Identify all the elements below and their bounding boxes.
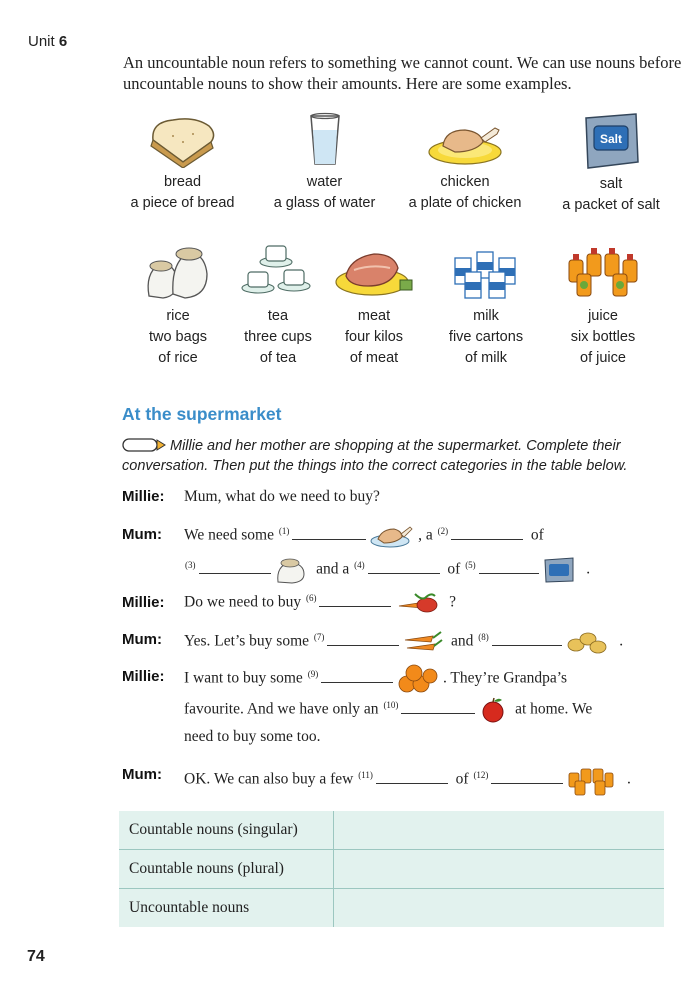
- dialogue-line: [184, 556, 590, 584]
- answer-blank-10[interactable]: [401, 701, 475, 714]
- blank-number: (2): [437, 525, 449, 536]
- dialogue-line: Mum, what do we need to buy?: [184, 488, 380, 505]
- speaker-millie: Millie:: [122, 488, 165, 505]
- tea-cups-icon: [238, 240, 318, 302]
- blank-number: (7): [313, 631, 325, 642]
- line-text: .: [586, 560, 591, 578]
- answer-blank-7[interactable]: [327, 633, 399, 646]
- food-item-milk: [436, 240, 536, 369]
- food-item-juice: [556, 240, 650, 369]
- categories-table: [119, 811, 664, 927]
- answer-blank-5[interactable]: [479, 561, 539, 574]
- instruction-text: Millie and her mother are shopping at the supermarket. Complete their conversation. Then put the things into the correct categories in the table below.: [122, 438, 628, 474]
- table-row-label: Countable nouns (plural): [129, 860, 284, 877]
- food-item-bread: [120, 112, 245, 214]
- food-phrase: three cups: [244, 329, 312, 345]
- blank-number: (9): [307, 668, 319, 679]
- blank-number: (5): [465, 559, 476, 570]
- food-item-chicken: [400, 112, 530, 214]
- food-phrase: of tea: [259, 350, 297, 366]
- dialogue-line: [184, 629, 623, 655]
- section-title: At the supermarket: [122, 404, 282, 424]
- food-item-water: [262, 112, 387, 214]
- apple-icon: [479, 696, 507, 724]
- salt-packet-icon: [543, 557, 575, 583]
- unit-number: 6: [58, 33, 68, 50]
- food-phrase: four kilos: [344, 329, 404, 345]
- milk-cartons-icon: [449, 240, 523, 302]
- food-phrase: a packet of salt: [562, 197, 660, 213]
- food-name: meat: [357, 308, 391, 324]
- food-phrase: of juice: [580, 350, 626, 366]
- food-item-meat: [326, 240, 422, 369]
- answer-blank-12[interactable]: [491, 771, 563, 784]
- blank-number: (8): [478, 631, 489, 642]
- food-item-tea: [230, 240, 326, 369]
- food-item-rice: [128, 240, 228, 369]
- speaker-mum: Mum:: [122, 766, 162, 783]
- line-text: and: [451, 632, 474, 650]
- line-text: OK. We can also buy a few: [184, 770, 354, 788]
- answer-blank-6[interactable]: [319, 594, 391, 607]
- line-text: favourite. And we have only an: [184, 700, 379, 718]
- line-text: Do we need to buy: [184, 593, 302, 611]
- blank-number: (4): [354, 559, 365, 570]
- blank-number: (6): [305, 592, 317, 603]
- blank-number: (1): [278, 525, 290, 536]
- glass-of-water-icon: [305, 112, 345, 168]
- salt-packet-icon: [580, 112, 642, 170]
- food-name: juice: [588, 308, 618, 324]
- intro-paragraph: An uncountable noun refers to something we cannot count. We can use nouns before uncountable nouns to show their amounts. Here are some examples.: [123, 53, 682, 93]
- food-name: milk: [473, 308, 499, 324]
- meat-plate-icon: [332, 240, 416, 302]
- table-row-label: Countable nouns (singular): [129, 821, 298, 838]
- dialogue-line: [184, 763, 631, 797]
- line-text: .: [619, 632, 624, 650]
- food-phrase: a plate of chicken: [408, 195, 522, 211]
- speaker-mum: Mum:: [122, 631, 162, 648]
- pencil-icon: [122, 437, 166, 453]
- svg-text:Salt: Salt: [599, 132, 623, 146]
- food-phrase: a glass of water: [273, 195, 376, 211]
- answer-blank-1[interactable]: [292, 527, 366, 540]
- dialogue-line: need to buy some too.: [184, 728, 321, 745]
- line-text: of: [530, 526, 544, 544]
- food-name: chicken: [440, 174, 490, 190]
- juice-bottles-icon: [567, 763, 615, 797]
- vegetables-icon: [395, 590, 441, 616]
- chicken-plate-icon: [425, 112, 505, 168]
- line-text: , a: [418, 526, 433, 544]
- blank-number: (12): [473, 769, 489, 780]
- food-item-salt: [552, 112, 670, 216]
- answer-blank-3[interactable]: [199, 561, 271, 574]
- answer-blank-8[interactable]: [492, 633, 562, 646]
- food-phrase: of rice: [158, 350, 198, 366]
- unit-label: [28, 33, 67, 50]
- food-phrase: six bottles: [570, 329, 636, 345]
- speaker-mum: Mum:: [122, 526, 162, 543]
- page-number: 74: [27, 948, 45, 965]
- potatoes-icon: [566, 629, 608, 655]
- line-text: and a: [316, 560, 350, 578]
- food-phrase: two bags: [148, 329, 208, 345]
- food-name: salt: [599, 176, 623, 192]
- blank-number: (3): [185, 559, 196, 570]
- food-name: rice: [166, 308, 190, 324]
- speaker-millie: Millie:: [122, 594, 165, 611]
- table-row: [119, 889, 664, 927]
- line-text: I want to buy some: [184, 669, 303, 687]
- answer-blank-2[interactable]: [451, 527, 523, 540]
- rice-bags-icon: [143, 240, 213, 302]
- answer-blank-9[interactable]: [321, 670, 393, 683]
- dialogue-line: [184, 696, 592, 724]
- food-phrase: a piece of bread: [130, 195, 235, 211]
- table-row: [119, 811, 664, 850]
- unit-label-text: Unit: [28, 33, 55, 50]
- bread-icon: [143, 112, 223, 168]
- column-divider: [333, 889, 334, 927]
- food-phrase: of meat: [349, 350, 399, 366]
- line-text: We need some: [184, 526, 274, 544]
- food-name: bread: [163, 174, 202, 190]
- line-text: . They’re Grandpa’s: [442, 669, 568, 687]
- carrots-icon: [403, 630, 443, 654]
- instruction: [122, 436, 662, 476]
- blank-number: (10): [383, 699, 399, 710]
- answer-blank-11[interactable]: [376, 771, 448, 784]
- line-text: at home. We: [515, 700, 593, 718]
- table-row-label: Uncountable nouns: [129, 899, 250, 916]
- answer-blank-4[interactable]: [368, 561, 440, 574]
- column-divider: [333, 850, 334, 888]
- dialogue-line: [184, 664, 567, 694]
- blank-number: (11): [358, 769, 373, 780]
- line-text: of: [455, 770, 469, 788]
- speaker-millie: Millie:: [122, 668, 165, 685]
- dialogue-line: [184, 523, 544, 549]
- food-phrase: five cartons: [448, 329, 524, 345]
- chicken-plate-icon: [370, 523, 414, 549]
- line-text: of: [447, 560, 461, 578]
- food-name: tea: [267, 308, 289, 324]
- dialogue-line: [184, 590, 456, 616]
- table-row: [119, 850, 664, 889]
- rice-bags-icon: [274, 556, 308, 584]
- oranges-icon: [397, 664, 439, 694]
- column-divider: [333, 811, 334, 849]
- line-text: ?: [449, 593, 456, 611]
- food-name: water: [306, 174, 343, 190]
- juice-bottles-icon: [563, 240, 643, 302]
- food-phrase: of milk: [465, 350, 507, 366]
- line-text: Yes. Let’s buy some: [184, 632, 310, 650]
- line-text: .: [626, 770, 631, 788]
